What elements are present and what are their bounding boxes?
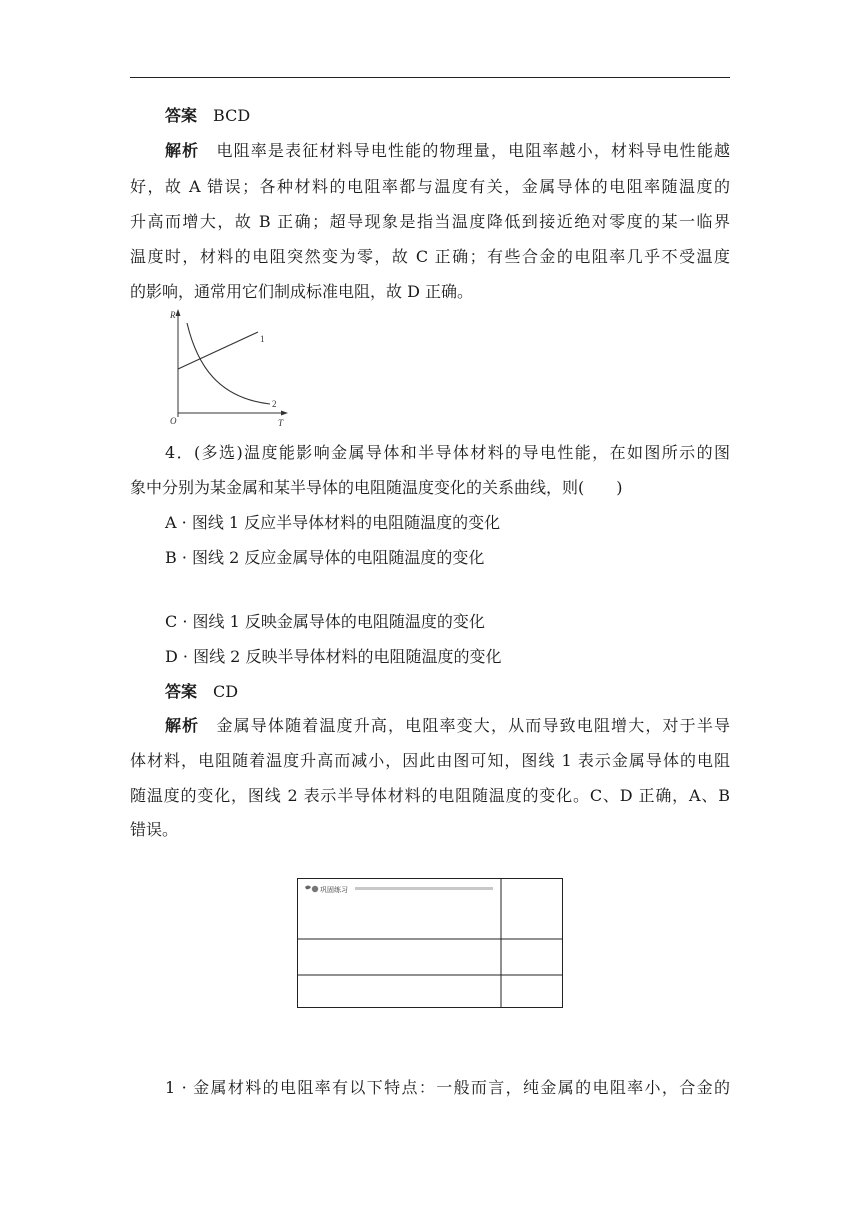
consolidation-header — [305, 885, 493, 894]
x-axis-arrow — [281, 411, 288, 416]
y-axis-arrow — [176, 309, 181, 316]
x-axis-label: T — [278, 418, 284, 428]
answer-1-value: BCD — [213, 106, 251, 125]
option-d: D · 图线 2 反映半导体材料的电阻随温度的变化 — [165, 647, 502, 666]
question-4-stem-line-1: 4．(多选)温度能影响金属导体和半导体材料的导电性能，在如图所示的图 — [165, 443, 730, 462]
analysis-1-line-3: 升高而增大，故 B 正确；超导现象是指当温度降低到接近绝对零度的某一临界 — [130, 212, 730, 231]
header-rule — [130, 77, 730, 78]
analysis-2-line-1: 解析 金属导体随着温度升高，电阻率变大，从而导致电阻增大，对于半导 — [165, 716, 730, 735]
analysis-2-line-4: 错误。 — [130, 820, 179, 839]
analysis-1-label: 解析 — [165, 141, 200, 160]
answer-2-value: CD — [213, 682, 239, 701]
curve-2 — [187, 323, 270, 404]
question-4-stem-line-2: 象中分别为某金属和某半导体的电阻随温度变化的关系曲线，则( ) — [130, 478, 623, 497]
analysis-2-label: 解析 — [165, 716, 200, 735]
bird-icon — [305, 886, 311, 890]
answer-2-label: 答案 — [165, 682, 198, 701]
option-c: C · 图线 1 反映金属导体的电阻随温度的变化 — [165, 612, 485, 631]
answer-1 — [165, 106, 730, 126]
bottom-text: 1 · 金属材料的电阻率有以下特点：一般而言，纯金属的电阻率小，合金的 — [165, 1078, 730, 1097]
y-axis-label: R — [170, 310, 176, 320]
badge-icon — [312, 886, 318, 892]
analysis-1-line-5: 的影响，通常用它们制成标准电阻，故 D 正确。 — [130, 282, 474, 301]
consolidation-practice-table — [297, 878, 564, 1010]
header-bar — [355, 887, 493, 890]
option-a: A · 图线 1 反应半导体材料的电阻随温度的变化 — [165, 513, 501, 532]
consolidation-label: 巩固练习 — [320, 886, 348, 894]
answer-1-label: 答案 — [165, 106, 198, 125]
answer-2 — [165, 682, 730, 702]
curve-1-label: 1 — [260, 334, 265, 344]
analysis-2-line-3: 随温度的变化，图线 2 表示半导体材料的电阻随温度的变化。C、D 正确，A、B — [130, 786, 730, 805]
curve-1 — [178, 332, 258, 369]
curve-2-label: 2 — [272, 399, 277, 409]
analysis-2-line-2: 体材料，电阻随着温度升高而减小，因此由图可知，图线 1 表示金属导体的电阻 — [130, 751, 730, 770]
analysis-1-line-4: 温度时，材料的电阻突然变为零，故 C 正确；有些合金的电阻率几乎不受温度 — [130, 247, 730, 266]
origin-label: O — [170, 416, 177, 426]
analysis-1-line-1: 解析 电阻率是表征材料导电性能的物理量，电阻率越小，材料导电性能越 — [165, 141, 730, 160]
resistance-temperature-graph — [160, 305, 295, 430]
option-b: B · 图线 2 反应金属导体的电阻随温度的变化 — [165, 548, 485, 567]
analysis-1-line-2: 好，故 A 错误；各种材料的电阻率都与温度有关，金属导体的电阻率随温度的 — [130, 177, 730, 196]
